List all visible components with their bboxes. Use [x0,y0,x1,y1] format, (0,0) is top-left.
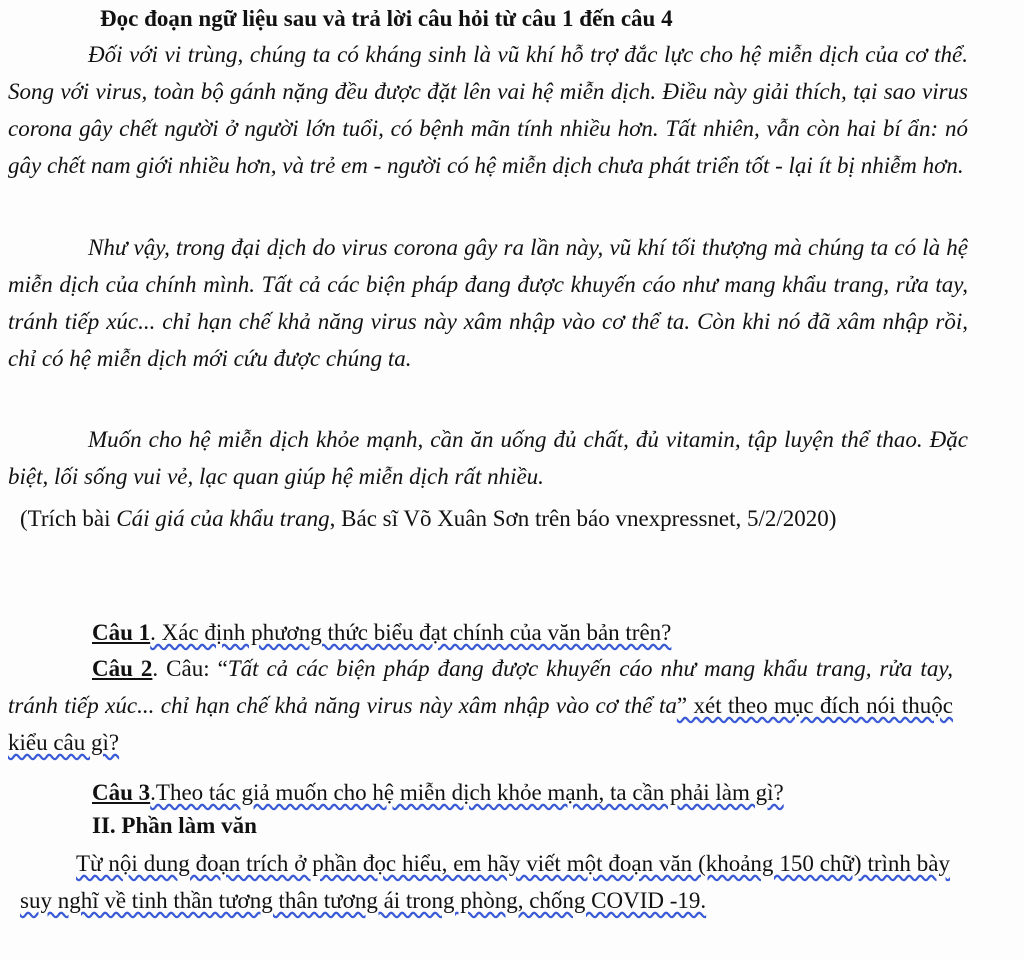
question-3 [92,774,784,811]
question-2-suffix: ” xét theo mục đích nói thuộc kiểu câu gì? [8,693,953,755]
citation-suffix: , Bác sĩ Võ Xuân Sơn trên báo vnexpressnet, 5/2/2020) [329,506,837,531]
question-2 [8,650,953,761]
reading-instruction-heading: Đọc đoạn ngữ liệu sau và trả lời câu hỏi từ câu 1 đến câu 4 [100,6,673,31]
question-1-text: . Xác định phương thức biểu đạt chính của văn bản trên? [150,620,672,645]
essay-prompt-text: Từ nội dung đoạn trích ở phần đọc hiểu, em hãy viết một đoạn văn (khoảng 150 chữ) trình bày suy nghĩ về tinh thần tương thân tương ái trong phòng, chống COVID -19. [20,851,950,913]
passage-paragraph-3: Muốn cho hệ miễn dịch khỏe mạnh, cần ăn uống đủ chất, đủ vitamin, tập luyện thể thao. Đặc biệt, lối sống vui vẻ, lạc quan giúp hệ miễn dịch rất nhiều. [8,427,968,489]
essay-prompt [20,845,950,919]
question-3-text: .Theo tác giả muốn cho hệ miễn dịch khỏe mạnh, ta cần phải làm gì? [150,780,784,805]
question-3-label: Câu 3 [92,780,151,805]
passage-paragraph-2: Như vậy, trong đại dịch do virus corona gây ra lần này, vũ khí tối thượng mà chúng ta có là hệ miễn dịch của chính mình. Tất cả các biện pháp đang được khuyến cáo như mang khẩu trang, rửa tay, tránh tiếp xúc... chỉ hạn chế khả năng virus này xâm nhập vào cơ thể ta. Còn khi nó đã xâm nhập rồi, chỉ có hệ miễn dịch mới cứu được chúng ta. [8,235,968,371]
question-2-label: Câu 2 [92,656,153,681]
question-1 [92,614,671,651]
question-2-quote: Tất cả các biện pháp đang được khuyến cáo như mang khẩu trang, rửa tay, tránh tiếp xúc... chỉ hạn chế khả năng virus này xâm nhập vào cơ thể ta [8,656,954,718]
passage-paragraph-1: Đối với vi trùng, chúng ta có kháng sinh là vũ khí hỗ trợ đắc lực cho hệ miễn dịch của cơ thể. Song với virus, toàn bộ gánh nặng đều được đặt lên vai hệ miễn dịch. Điều này giải thích, tại sao virus corona gây chết người ở người lớn tuổi, có bệnh mãn tính nhiều hơn. Tất nhiên, vẫn còn hai bí ẩn: nó gây chết nam giới nhiều hơn, và trẻ em - người có hệ miễn dịch chưa phát triển tốt - lại ít bị nhiễm hơn. [8,42,968,178]
passage-citation [20,500,948,537]
question-2-prefix: . Câu: “ [152,656,228,681]
citation-title: Cái giá của khẩu trang [116,506,330,531]
question-1-label: Câu 1 [92,620,151,645]
citation-prefix: (Trích bài [20,506,117,531]
section-2-heading: II. Phần làm văn [92,813,257,838]
